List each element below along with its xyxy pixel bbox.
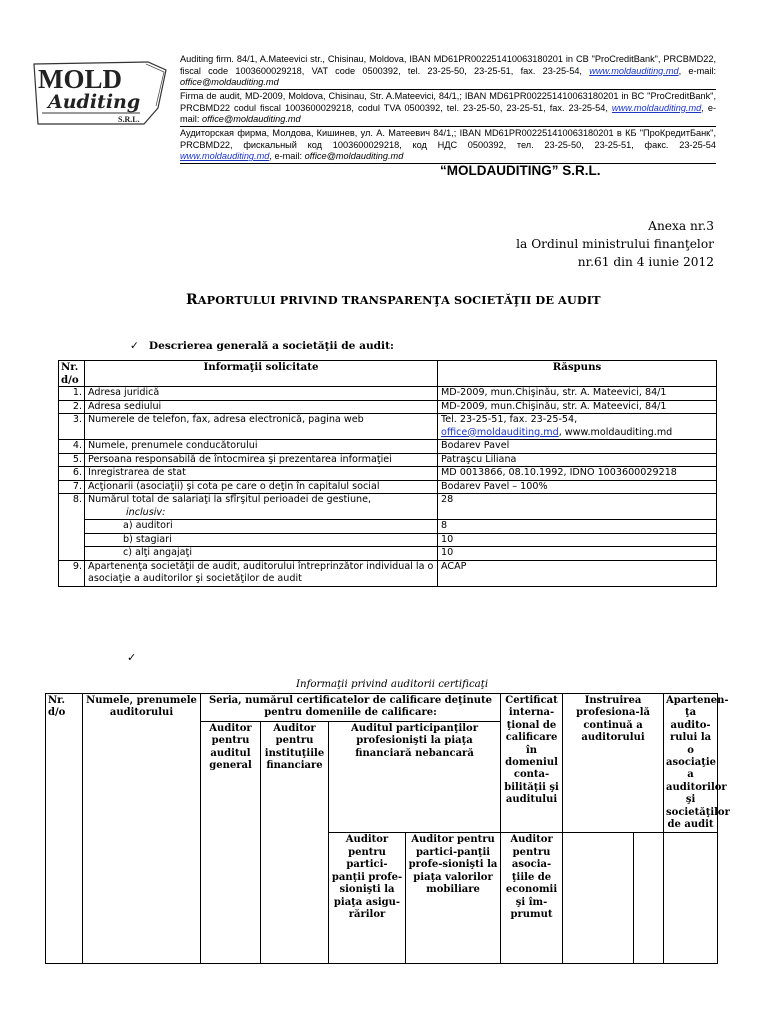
row-info xyxy=(85,494,438,520)
annex-line-2: la Ordinul ministrului finanţelor xyxy=(516,237,714,251)
header-russian xyxy=(180,128,716,163)
table-row xyxy=(59,400,717,414)
row-info: Înregistrarea de stat xyxy=(85,467,438,481)
header-romanian-email[interactable]: office@moldauditing.md xyxy=(201,114,301,125)
row-number: 7. xyxy=(59,480,85,494)
row-info: Persoana responsabilă de întocmirea şi prezentarea informaţiei xyxy=(85,453,438,467)
logo-text-srl: S.R.L. xyxy=(118,115,140,124)
email-link[interactable]: office@moldauditing.md xyxy=(441,426,559,438)
row-response: MD 0013866, 08.10.1992, IDNO 1003600029218 xyxy=(438,467,717,481)
table-row xyxy=(59,533,717,547)
report-title-rest: APORTULUI PRIVIND TRANSPARENŢA SOCIETĂŢII DE AUDIT xyxy=(197,293,601,307)
row-number: 9. xyxy=(59,560,85,586)
row-info-text: Numărul total de salariaţi la sfîrşitul perioadei de gestiune, xyxy=(88,494,372,505)
row-response: 8 xyxy=(438,520,717,534)
header-insurance-market: Auditor pentru partici-panţii profe-sionişti la piaţa asigu-rărilor xyxy=(329,833,406,964)
header-russian-text: Аудиторская фирма, Молдова, Кишинев, ул. А. Матеевич 84/1,; IBAN MD61PR002251410063180201 в КБ "ПроКредитБанк", PRCBMD22, фискальный код 1003600029218, код НДС 0500392, тел. 23-25-50, 23-25-51, факс. 23-25-54 xyxy=(180,128,716,150)
header-romanian xyxy=(180,91,716,126)
header-english xyxy=(180,54,716,89)
logo-text-mold: MOLD xyxy=(38,64,122,94)
row-response: Patraşcu Liliana xyxy=(438,453,717,467)
table-row xyxy=(59,494,717,520)
row-info: b) stagiari xyxy=(85,533,438,547)
row-response xyxy=(438,414,717,440)
section-general-description xyxy=(130,340,394,352)
header-english-website-link[interactable]: www.moldauditing.md xyxy=(589,65,679,76)
logo-text-auditing: Auditing xyxy=(48,91,141,113)
header-securities-market: Auditor pentru partici-panţii profe-sionişti la piaţa valorilor mobiliare xyxy=(406,833,501,964)
row-number: 1. xyxy=(59,387,85,401)
row-response: 28 xyxy=(438,494,717,520)
report-title-initial: R xyxy=(186,292,198,308)
header-nr: Nr. d/o xyxy=(46,694,83,964)
header-financial-institutions: Auditor pentru instituţiile financiare xyxy=(261,721,329,964)
header-divider xyxy=(180,89,716,90)
table-row xyxy=(59,480,717,494)
header-certificate-series: Seria, numărul certificatelor de calificare deţinute pentru domeniile de calificare: xyxy=(201,694,501,722)
annex-line-3: nr.61 din 4 iunie 2012 xyxy=(577,255,714,269)
table-row xyxy=(59,467,717,481)
row-response: ACAP xyxy=(438,560,717,586)
row-number: 6. xyxy=(59,467,85,481)
header-russian-email-label: , e-mail: xyxy=(269,151,305,162)
row-response-website: , www.moldauditing.md xyxy=(558,426,673,438)
row-number: 2. xyxy=(59,400,85,414)
certified-auditors-table xyxy=(45,693,730,964)
checkmark-icon: ✓ xyxy=(127,651,137,664)
row-number: 8. xyxy=(59,494,85,520)
row-number xyxy=(59,520,85,534)
header-romanian-email-label: , e-mail: xyxy=(180,102,716,125)
report-title xyxy=(186,292,601,308)
row-info: Acţionarii (asociaţii) şi cota pe care o deţin în capitalul social xyxy=(85,480,438,494)
row-info: Numerele de telefon, fax, adresa electronică, pagina web xyxy=(85,414,438,440)
header-russian-website-link[interactable]: www.moldauditing.md xyxy=(180,151,270,162)
header-nr: Nr. d/o xyxy=(59,361,85,387)
header-english-email[interactable]: office@moldauditing.md xyxy=(180,77,279,88)
row-info: Adresa sediului xyxy=(85,400,438,414)
row-info: Numele, prenumele conducătorului xyxy=(85,440,438,454)
header-international-certificate: Certificat interna-ţional de calificare în domeniul conta-bilităţii şi auditului xyxy=(501,694,563,833)
header-romanian-text: Firma de audit, MD-2009, Moldova, Chisinau, Str. A.Mateevici, 84/1,; IBAN MD61PR002251410063180201 in BC "ProCreditBank", PRCBMD22 codul fiscal 1003600029218, codul TVA 0500392, tel. 23-25-50, 23-25-51, fax. 23-25-54, xyxy=(180,91,716,113)
certified-auditors-caption: Informaţii privind auditorii certificaţi xyxy=(296,679,489,690)
row-info: a) auditori xyxy=(85,520,438,534)
row-number: 3. xyxy=(59,414,85,440)
table-row xyxy=(59,414,717,440)
header-professional-training: Instruirea profesiona-lă continuă a auditorului xyxy=(563,694,664,833)
header-response: Răspuns xyxy=(438,361,717,387)
row-response: Bodarev Pavel xyxy=(438,440,717,454)
empty-cell xyxy=(563,833,634,964)
header-nonbank-market: Auditul participanţilor profesionişti la piaţa financiară nebancară xyxy=(329,721,501,833)
row-response: Bodarev Pavel – 100% xyxy=(438,480,717,494)
row-response: 10 xyxy=(438,533,717,547)
firm-name: “MOLDAUDITING” S.R.L. xyxy=(440,163,601,178)
empty-cell xyxy=(634,833,664,964)
row-info-inclusive: inclusiv: xyxy=(126,506,166,518)
checkmark-icon: ✓ xyxy=(130,340,139,352)
header-savings-associations: Auditor pentru asocia-ţiile de economii şi îm-prumut xyxy=(501,833,563,964)
row-number: 5. xyxy=(59,453,85,467)
header-english-email-label: , e-mail: xyxy=(678,65,716,76)
company-logo xyxy=(30,58,170,130)
table-header-row xyxy=(59,361,717,387)
general-info-table xyxy=(58,360,717,587)
header-requested-info: Informaţii solicitate xyxy=(85,361,438,387)
empty-cell xyxy=(664,833,718,964)
annex-line-1: Anexa nr.3 xyxy=(648,219,714,233)
row-response: MD-2009, mun.Chişinău, str. A. Mateevici, 84/1 xyxy=(438,387,717,401)
row-number: 4. xyxy=(59,440,85,454)
header-romanian-website-link[interactable]: www.moldauditing.md xyxy=(611,102,702,113)
row-info: Apartenenţa societăţii de audit, auditorului întreprinzător individual la o asociaţie a auditorilor şi societăţilor de audit xyxy=(85,560,438,586)
table-row xyxy=(59,440,717,454)
header-divider xyxy=(180,126,716,127)
section-general-description-title: Descrierea generală a societăţii de audit: xyxy=(148,340,394,352)
table-header-row xyxy=(46,694,718,722)
row-info: c) alţi angajaţi xyxy=(85,547,438,561)
table-row xyxy=(59,453,717,467)
row-number xyxy=(59,533,85,547)
row-number xyxy=(59,547,85,561)
table-row xyxy=(59,520,717,534)
row-info: Adresa juridică xyxy=(85,387,438,401)
header-general-audit: Auditor pentru auditul general xyxy=(201,721,261,964)
header-association-membership: Apartenen-ţa audito-rului la o asociaţie a auditorilor şi societăţilor de audit xyxy=(664,694,718,833)
table-row xyxy=(59,560,717,586)
table-row xyxy=(59,547,717,561)
logo-graphic xyxy=(30,58,170,130)
header-english-text: Auditing firm. 84/1, A.Mateevici str., Chisinau, Moldova, IBAN MD61PR002251410063180201 in CB "ProCreditBank", PRCBMD22, fiscal code 1003600029218, VAT code 0500392, tel. 23-25-50, 23-25-51, fax. 23-25-54, xyxy=(180,54,716,76)
row-response-phone: Tel. 23-25-51, fax. 23-25-54, xyxy=(441,414,578,425)
annex-reference xyxy=(516,217,714,271)
header-russian-email[interactable]: office@moldauditing.md xyxy=(304,151,404,162)
table-row xyxy=(59,387,717,401)
row-response: MD-2009, mun.Chişinău, str. A. Mateevici, 84/1 xyxy=(438,400,717,414)
header-auditor-name: Numele, prenumele auditorului xyxy=(83,694,201,964)
row-response: 10 xyxy=(438,547,717,561)
